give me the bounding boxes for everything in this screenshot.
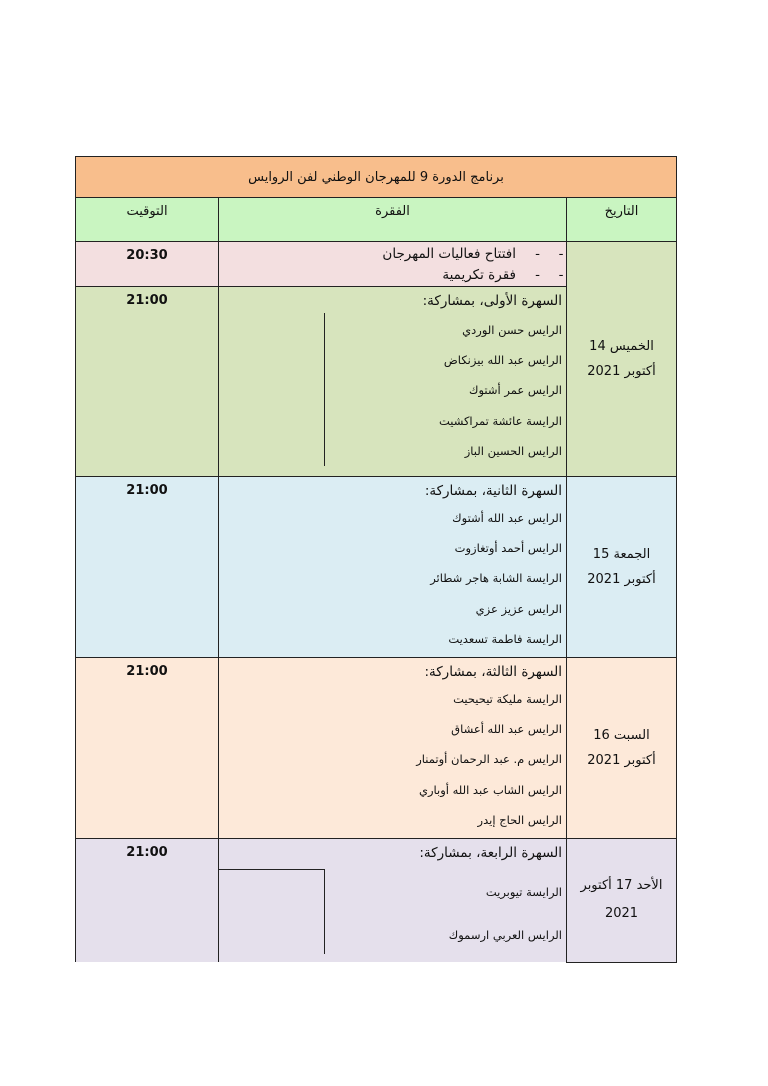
evening-segment-1 [219,287,567,477]
date-line: الخميس 14 [589,339,654,354]
time-cell-4: 21:00 [76,839,219,963]
date-line: 2021 [604,906,639,922]
list-item: الرايس عبد الله أعشاق [451,722,562,737]
opening-time: 20:30 [76,242,219,287]
list-item: الرايس العربي ارسموك [448,928,562,942]
artist-list [219,684,566,835]
evening-title: السهرة الثالثة، بمشاركة: [424,664,562,680]
date-cell-2 [567,477,677,658]
list-item: الرايسة فاطمة تسعديت [448,631,562,646]
time-cell-3: 21:00 [76,658,219,839]
date-line: الأحد 17 أكتوبر [580,878,663,894]
evening-segment-2 [219,477,567,658]
program-table [75,156,677,963]
date-line: أكتوبر 2021 [587,572,656,587]
list-item: - فقرة تكريمية - [219,265,540,286]
date-line: أكتوبر 2021 [587,364,656,379]
header-date: التاريخ [567,198,677,242]
list-item: الرايس عمر أشتوك [469,383,562,398]
list-item: الرايس الحسين الباز [464,443,562,458]
header-time: التوقيت [76,198,219,242]
list-item: الرايس م. عبد الرحمان أوتمنار [416,752,562,767]
header-segment: الفقرة [219,198,567,242]
list-item: الرايسة مليكة تيحيحيت [453,692,562,706]
date-cell-1 [567,242,677,477]
empty-column [219,869,325,954]
date-cell-4 [567,839,677,963]
list-item: الرايس الحاج إيدر [477,812,562,827]
artist-list [219,313,566,466]
date-line: السبت 16 [593,728,650,743]
table-title: برنامج الدورة 9 للمهرجان الوطني لفن الروايس [76,157,677,198]
list-item: الرايس الشاب عبد الله أوباري [418,782,562,797]
date-line: أكتوبر 2021 [587,753,656,768]
evening-title: السهرة الرابعة، بمشاركة: [419,845,562,861]
list-item: الرايس حسن الوردي [462,323,562,337]
evening-segment-3 [219,658,567,839]
empty-column [219,313,325,466]
date-cell-3 [567,658,677,839]
list-item: الرايسة تيوبريت [485,885,562,899]
time-cell-1: 21:00 [76,287,219,477]
list-item: الرايس عبد الله أشتوك [452,511,562,525]
time-cell-2: 21:00 [76,477,219,658]
list-item: الرايسة عائشة تمراكشيت [438,413,562,428]
date-line: الجمعة 15 [592,547,651,562]
list-item: الرايس أحمد أوتغازوت [454,541,562,556]
list-item: الرايسة الشابة هاجر شطائر [430,571,562,586]
list-item: الرايس عبد الله بيزنكاض [443,353,562,368]
artist-list [219,865,566,955]
evening-title: السهرة الأولى، بمشاركة: [422,293,562,309]
evening-segment-4 [219,839,567,963]
opening-segment [219,242,567,287]
list-item: - افتتاح فعاليات المهرجان - [219,244,540,265]
evening-title: السهرة الثانية، بمشاركة: [424,483,562,499]
artist-list [219,503,566,654]
list-item: الرايس عزيز عزي [475,601,562,616]
